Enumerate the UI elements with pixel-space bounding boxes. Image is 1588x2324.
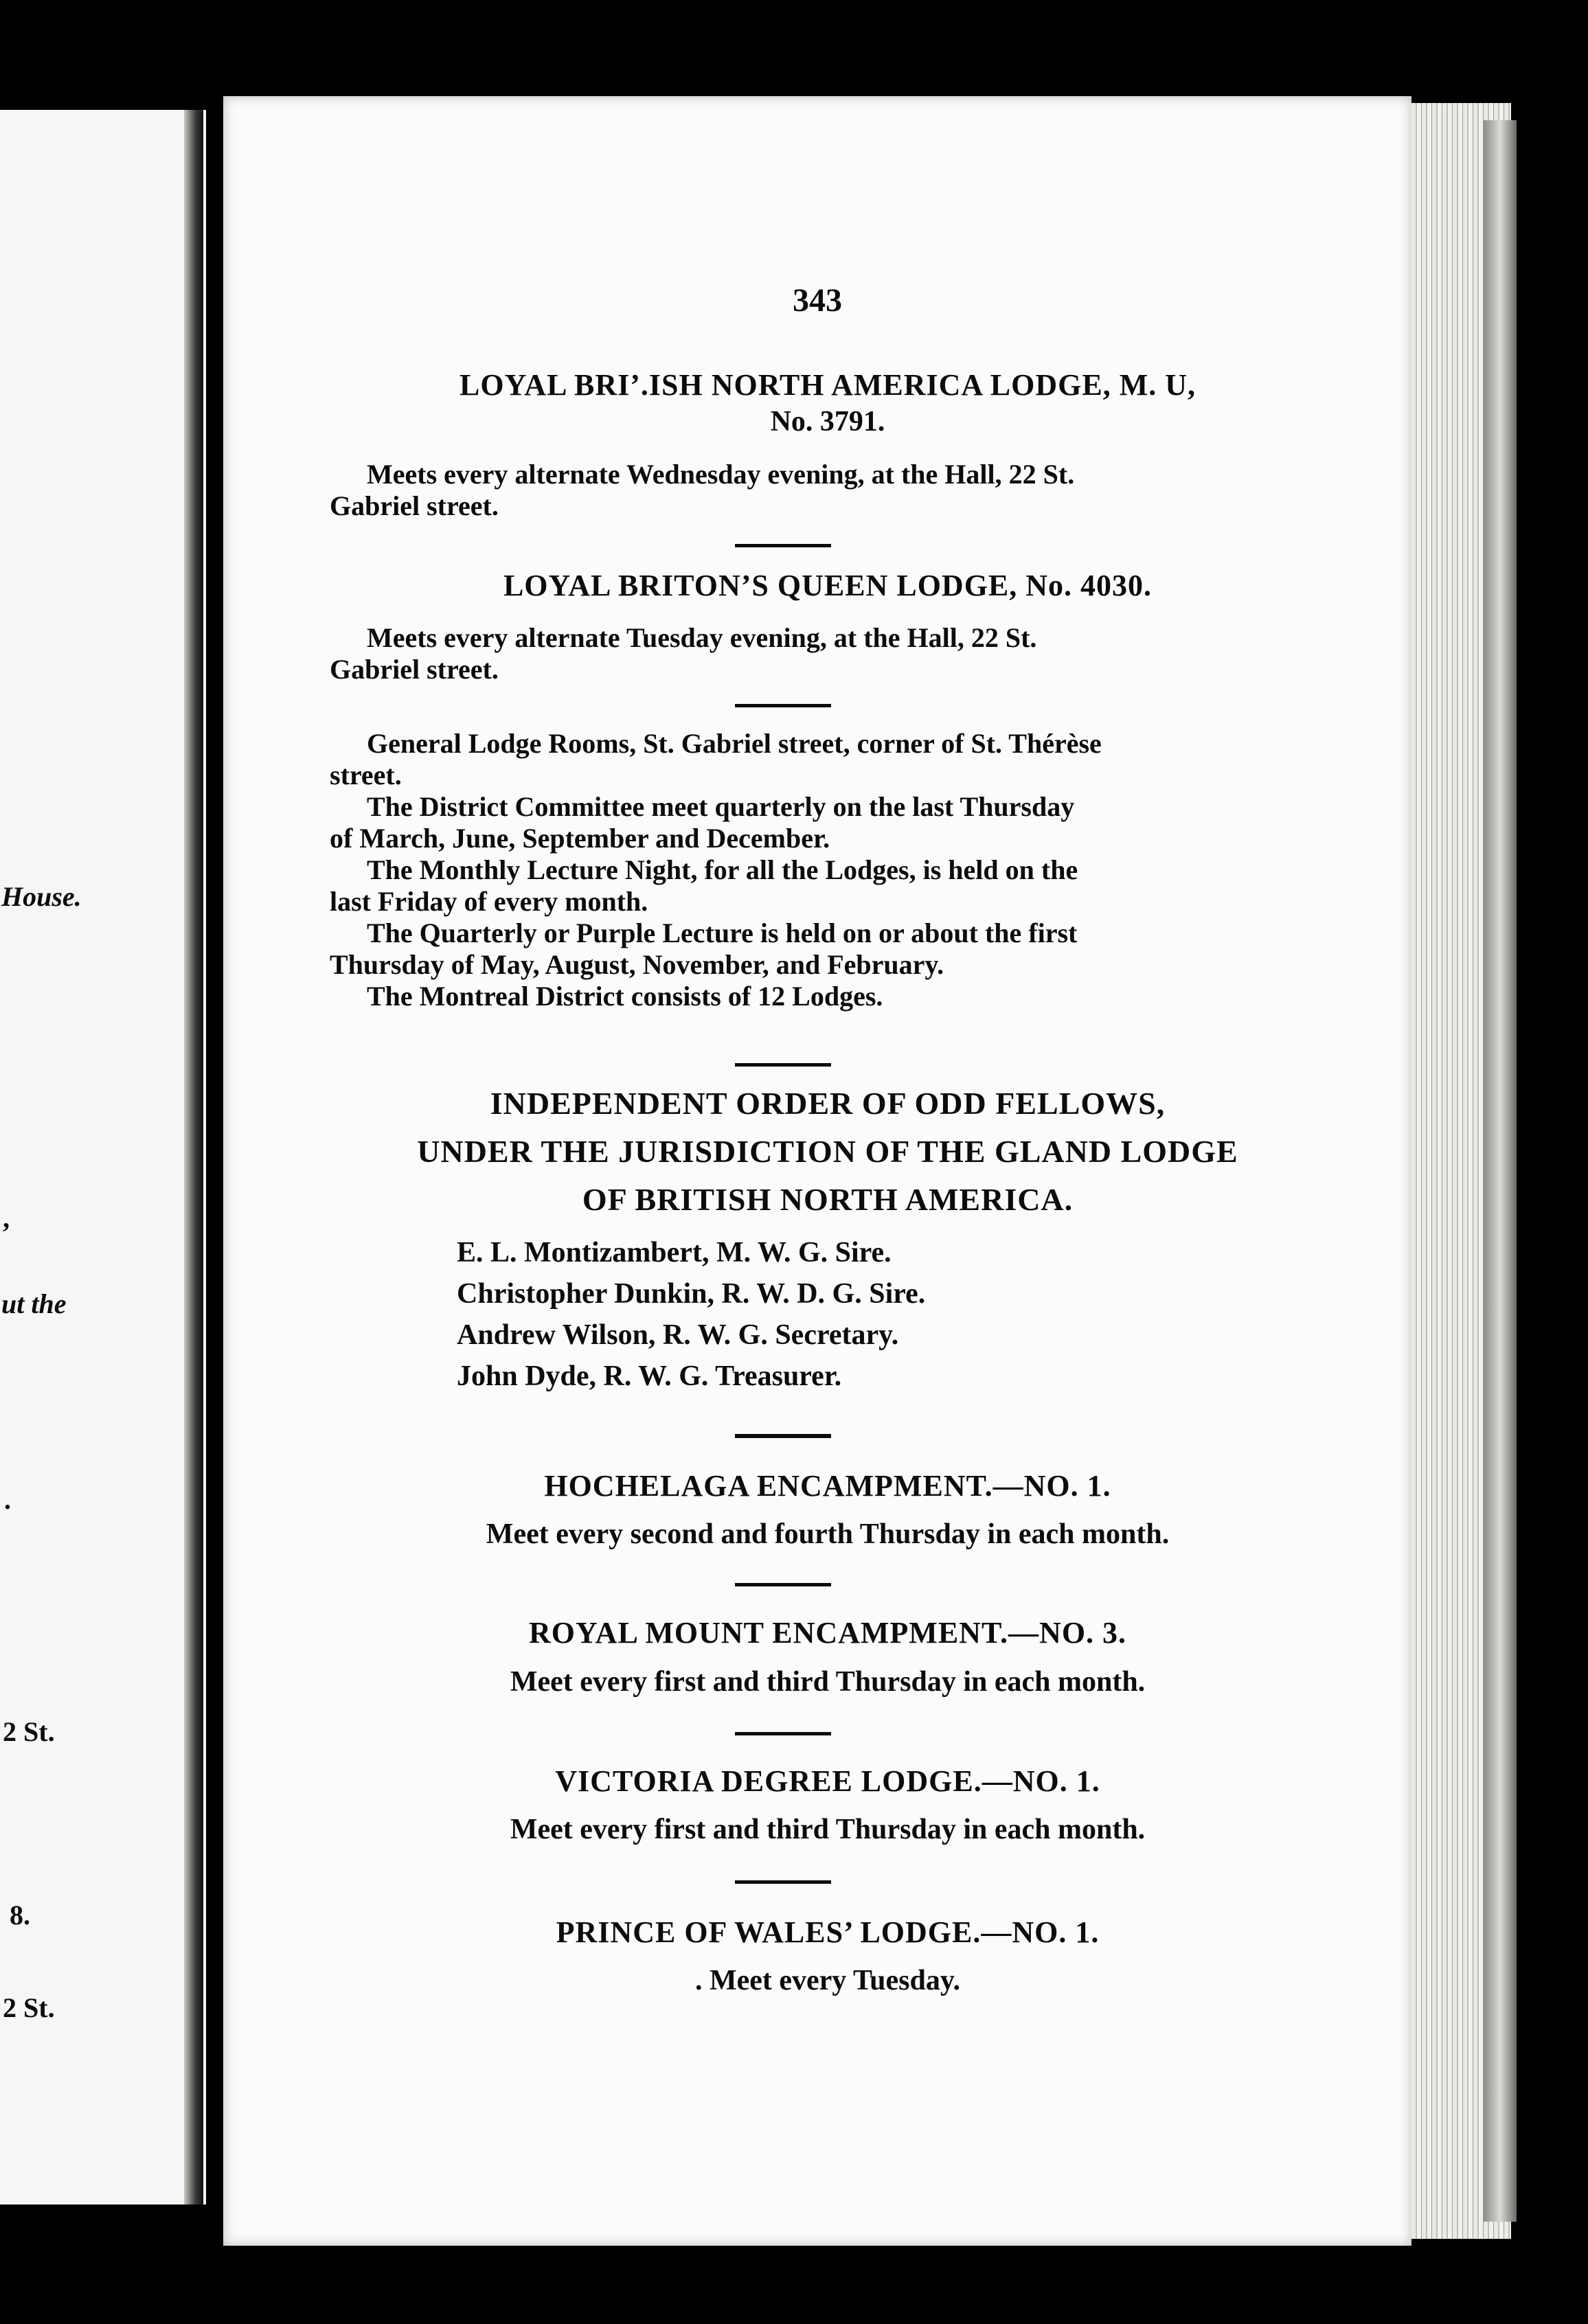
left-fragment: ut the — [1, 1288, 67, 1319]
encampment-title: PRINCE OF WALES’ LODGE.—NO. 1. — [556, 1915, 1100, 1949]
note-line: General Lodge Rooms, St. Gabriel street, corner of St. Thérèse — [367, 728, 1102, 759]
section-title: LOYAL BRI’.ISH NORTH AMERICA LODGE, M. U, — [460, 368, 1196, 402]
divider-rule — [735, 1583, 831, 1586]
section-body — [330, 459, 1339, 522]
officer-entry: Christopher Dunkin, R. W. D. G. Sire. — [457, 1278, 926, 1310]
order-heading-line: UNDER THE JURISDICTION OF THE GLAND LODGE — [417, 1134, 1238, 1169]
divider-rule — [735, 1732, 831, 1735]
left-fragment: , — [3, 1203, 10, 1233]
left-fragment: . — [4, 1484, 11, 1515]
book-gutter — [184, 110, 203, 2205]
note-line: The District Committee meet quarterly on the last Thursday — [367, 791, 1075, 822]
officer-entry: Andrew Wilson, R. W. G. Secretary. — [457, 1319, 899, 1351]
encampment-meeting: . Meet every Tuesday. — [694, 1965, 961, 1996]
section-title: LOYAL BRITON’S QUEEN LODGE, No. 4030. — [503, 569, 1153, 602]
page-edges-shadow — [1484, 120, 1517, 2222]
page-number: 343 — [793, 282, 842, 319]
body-line: Meets every alternate Wednesday evening, at the Hall, 22 St. — [367, 459, 1075, 490]
encampment-meeting: Meet every first and third Thursday in each month. — [510, 1814, 1146, 1845]
divider-rule — [735, 704, 831, 707]
section-number: No. 3791. — [770, 406, 885, 437]
body-line: Gabriel street. — [330, 490, 499, 521]
left-page — [0, 110, 206, 2205]
encampment-meeting: Meet every first and third Thursday in each month. — [510, 1666, 1146, 1698]
left-fragment: 2 St. — [3, 1716, 55, 1747]
note-line: The Montreal District consists of 12 Lodges. — [367, 981, 883, 1012]
divider-rule — [735, 1434, 831, 1438]
order-heading-line: INDEPENDENT ORDER OF ODD FELLOWS, — [490, 1086, 1166, 1121]
encampment-title: HOCHELAGA ENCAMPMENT.—NO. 1. — [544, 1469, 1111, 1503]
body-line: Meets every alternate Tuesday evening, at the Hall, 22 St. — [367, 622, 1037, 653]
divider-rule — [735, 1063, 831, 1067]
note-line: The Quarterly or Purple Lecture is held on or about the first — [367, 918, 1078, 948]
officer-entry: John Dyde, R. W. G. Treasurer. — [457, 1360, 842, 1392]
note-line: of March, June, September and December. — [330, 823, 830, 854]
note-line: last Friday of every month. — [330, 886, 648, 917]
note-line: Thursday of May, August, November, and February. — [330, 949, 944, 980]
note-line: The Monthly Lecture Night, for all the Lodges, is held on the — [367, 854, 1078, 885]
left-fragment: 2 St. — [3, 1992, 55, 2023]
body-line: Gabriel street. — [330, 654, 499, 685]
note-line: street. — [330, 760, 402, 790]
divider-rule — [735, 544, 831, 547]
left-fragment: House. — [1, 881, 82, 912]
right-page — [223, 96, 1411, 2246]
left-fragment: 8. — [10, 1900, 30, 1930]
encampment-title: ROYAL MOUNT ENCAMPMENT.—NO. 3. — [528, 1616, 1127, 1650]
divider-rule — [735, 1880, 831, 1884]
general-notes — [330, 728, 1339, 1012]
encampment-meeting: Meet every second and fourth Thursday in each month. — [486, 1518, 1170, 1550]
officer-entry: E. L. Montizambert, M. W. G. Sire. — [457, 1237, 892, 1268]
encampment-title: VICTORIA DEGREE LODGE.—NO. 1. — [555, 1764, 1100, 1798]
order-heading-line: OF BRITISH NORTH AMERICA. — [582, 1182, 1074, 1217]
section-body — [330, 622, 1339, 685]
